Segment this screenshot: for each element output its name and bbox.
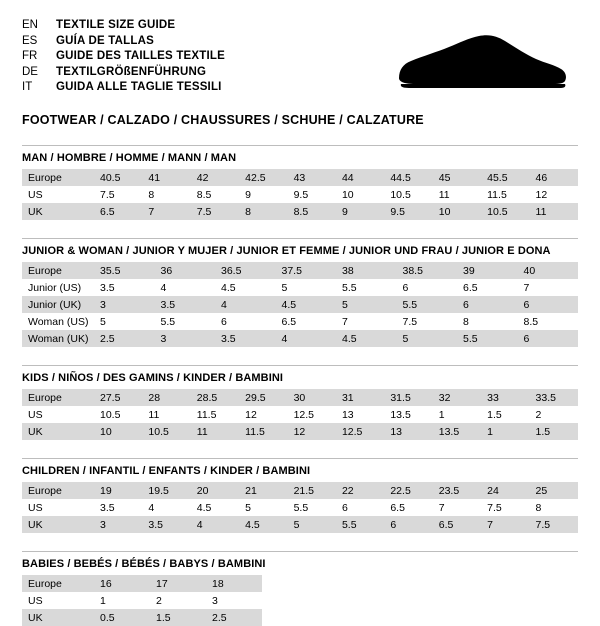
size-cell: 11 xyxy=(142,406,190,423)
size-cell: 6 xyxy=(215,313,276,330)
size-cell: 11 xyxy=(191,423,239,440)
section-title: CHILDREN / INFANTIL / ENFANTS / KINDER / BAMBINI xyxy=(22,465,311,477)
section-divider xyxy=(22,458,578,459)
size-cell: 13 xyxy=(336,406,384,423)
table-row xyxy=(22,406,578,423)
size-cell: 1 xyxy=(94,592,150,609)
size-cell: 3 xyxy=(206,592,262,609)
size-cell: 17 xyxy=(150,575,206,592)
size-cell: 33 xyxy=(481,389,529,406)
size-cell: 37.5 xyxy=(276,262,337,279)
language-code: IT xyxy=(22,81,33,93)
row-label: Europe xyxy=(22,575,94,592)
size-cell: 6 xyxy=(518,296,579,313)
size-cell: 21 xyxy=(239,482,287,499)
size-cell: 23.5 xyxy=(433,482,481,499)
size-cell: 20 xyxy=(191,482,239,499)
size-cell: 22 xyxy=(336,482,384,499)
size-cell: 4 xyxy=(142,499,190,516)
size-cell: 43 xyxy=(288,169,336,186)
language-guide-title: GUIDE DES TAILLES TEXTILE xyxy=(56,50,225,62)
size-cell: 3.5 xyxy=(215,330,276,347)
size-cell: 5 xyxy=(288,516,336,533)
size-cell: 11 xyxy=(530,203,578,220)
size-cell: 7.5 xyxy=(397,313,458,330)
size-cell: 12 xyxy=(530,186,578,203)
size-table xyxy=(22,575,262,626)
size-cell: 38 xyxy=(336,262,397,279)
table-row xyxy=(22,482,578,499)
size-cell: 7 xyxy=(142,203,190,220)
size-section xyxy=(22,458,578,533)
size-cell: 4 xyxy=(276,330,337,347)
size-cell: 16 xyxy=(94,575,150,592)
row-label: Europe xyxy=(22,482,94,499)
size-cell: 3.5 xyxy=(94,279,155,296)
size-cell: 22.5 xyxy=(384,482,432,499)
size-cell: 31.5 xyxy=(384,389,432,406)
size-cell: 9.5 xyxy=(288,186,336,203)
size-cell: 3.5 xyxy=(94,499,142,516)
size-cell: 4.5 xyxy=(336,330,397,347)
size-cell: 4.5 xyxy=(239,516,287,533)
size-cell: 6 xyxy=(518,330,579,347)
table-row xyxy=(22,516,578,533)
size-cell: 10 xyxy=(433,203,481,220)
size-cell: 5 xyxy=(276,279,337,296)
language-guide-title: TEXTILGRÖßENFÜHRUNG xyxy=(56,65,207,78)
size-cell: 3 xyxy=(94,296,155,313)
size-cell: 9.5 xyxy=(384,203,432,220)
size-cell: 3 xyxy=(94,516,142,533)
section-divider xyxy=(22,145,578,146)
section-divider xyxy=(22,238,578,239)
size-cell: 40 xyxy=(518,262,579,279)
size-cell: 38.5 xyxy=(397,262,458,279)
row-label: UK xyxy=(22,609,94,626)
size-cell: 7.5 xyxy=(481,499,529,516)
size-cell: 4.5 xyxy=(215,279,276,296)
size-cell: 5 xyxy=(397,330,458,347)
size-cell: 12 xyxy=(239,406,287,423)
table-row xyxy=(22,296,578,313)
size-cell: 6.5 xyxy=(384,499,432,516)
size-cell: 12.5 xyxy=(288,406,336,423)
size-cell: 2 xyxy=(530,406,578,423)
size-cell: 9 xyxy=(336,203,384,220)
table-row xyxy=(22,499,578,516)
table-row xyxy=(22,203,578,220)
size-table xyxy=(22,262,578,347)
size-cell: 25 xyxy=(530,482,578,499)
row-label: US xyxy=(22,499,94,516)
size-cell: 13.5 xyxy=(384,406,432,423)
size-cell: 4 xyxy=(191,516,239,533)
size-cell: 10 xyxy=(94,423,142,440)
size-cell: 36.5 xyxy=(215,262,276,279)
size-cell: 10.5 xyxy=(142,423,190,440)
size-cell: 5.5 xyxy=(397,296,458,313)
size-cell: 46 xyxy=(530,169,578,186)
size-cell: 5 xyxy=(94,313,155,330)
table-row xyxy=(22,169,578,186)
size-cell: 21.5 xyxy=(288,482,336,499)
section-divider xyxy=(22,365,578,366)
size-cell: 6 xyxy=(457,296,518,313)
size-cell: 1 xyxy=(481,423,529,440)
size-cell: 11 xyxy=(433,186,481,203)
dress-shoe-icon xyxy=(393,32,568,97)
size-cell: 5 xyxy=(336,296,397,313)
size-cell: 9 xyxy=(239,186,287,203)
language-title-row xyxy=(22,18,225,34)
size-cell: 7 xyxy=(518,279,579,296)
size-cell: 45 xyxy=(433,169,481,186)
size-cell: 11.5 xyxy=(481,186,529,203)
language-guide-title: GUIDA ALLE TAGLIE TESSILI xyxy=(56,81,222,93)
size-cell: 8 xyxy=(457,313,518,330)
size-cell: 7.5 xyxy=(94,186,142,203)
table-row xyxy=(22,186,578,203)
language-title-row xyxy=(22,80,225,96)
size-cell: 41 xyxy=(142,169,190,186)
size-cell: 12.5 xyxy=(336,423,384,440)
size-cell: 8.5 xyxy=(518,313,579,330)
size-cell: 4 xyxy=(155,279,216,296)
size-cell: 1.5 xyxy=(530,423,578,440)
section-divider xyxy=(22,551,578,552)
table-row xyxy=(22,575,262,592)
size-tables xyxy=(22,145,578,626)
size-cell: 8 xyxy=(530,499,578,516)
size-cell: 7 xyxy=(433,499,481,516)
size-cell: 4.5 xyxy=(276,296,337,313)
size-section xyxy=(22,238,578,347)
language-code: EN xyxy=(22,19,38,31)
size-cell: 5.5 xyxy=(457,330,518,347)
row-label: Europe xyxy=(22,389,94,406)
section-title: BABIES / BEBÉS / BÉBÉS / BABYS / BAMBINI xyxy=(22,558,266,570)
size-cell: 44 xyxy=(336,169,384,186)
size-cell: 19.5 xyxy=(142,482,190,499)
table-row xyxy=(22,262,578,279)
size-cell: 6 xyxy=(384,516,432,533)
size-cell: 27.5 xyxy=(94,389,142,406)
size-cell: 31 xyxy=(336,389,384,406)
size-cell: 5 xyxy=(239,499,287,516)
size-cell: 24 xyxy=(481,482,529,499)
size-cell: 30 xyxy=(288,389,336,406)
size-cell: 1.5 xyxy=(150,609,206,626)
size-cell: 8 xyxy=(239,203,287,220)
size-cell: 11.5 xyxy=(239,423,287,440)
table-row xyxy=(22,389,578,406)
row-label: UK xyxy=(22,423,94,440)
size-cell: 2.5 xyxy=(206,609,262,626)
size-cell: 5.5 xyxy=(336,279,397,296)
table-row xyxy=(22,279,578,296)
size-cell: 40.5 xyxy=(94,169,142,186)
size-cell: 6 xyxy=(336,499,384,516)
size-cell: 4 xyxy=(215,296,276,313)
size-cell: 1 xyxy=(433,406,481,423)
size-cell: 33.5 xyxy=(530,389,578,406)
category-title: FOOTWEAR / CALZADO / CHAUSSURES / SCHUHE / CALZATURE xyxy=(22,113,424,127)
size-cell: 10.5 xyxy=(384,186,432,203)
table-row xyxy=(22,313,578,330)
document-header xyxy=(22,18,578,97)
size-cell: 7 xyxy=(481,516,529,533)
size-cell: 29.5 xyxy=(239,389,287,406)
language-guide-title: TEXTILE SIZE GUIDE xyxy=(56,19,176,31)
row-label: UK xyxy=(22,203,94,220)
size-cell: 4.5 xyxy=(191,499,239,516)
size-cell: 28.5 xyxy=(191,389,239,406)
language-title-row xyxy=(22,49,225,65)
size-cell: 28 xyxy=(142,389,190,406)
size-table xyxy=(22,389,578,440)
size-cell: 8.5 xyxy=(191,186,239,203)
row-label: Woman (US) xyxy=(22,313,94,330)
size-cell: 8.5 xyxy=(288,203,336,220)
table-row xyxy=(22,592,262,609)
section-title: JUNIOR & WOMAN / JUNIOR Y MUJER / JUNIOR ET FEMME / JUNIOR UND FRAU / JUNIOR E DONA xyxy=(22,245,551,257)
row-label: Woman (UK) xyxy=(22,330,94,347)
language-code: ES xyxy=(22,34,38,47)
size-table xyxy=(22,482,578,533)
size-cell: 18 xyxy=(206,575,262,592)
size-cell: 35.5 xyxy=(94,262,155,279)
table-row xyxy=(22,609,262,626)
size-cell: 11.5 xyxy=(191,406,239,423)
size-cell: 3.5 xyxy=(155,296,216,313)
size-section xyxy=(22,145,578,220)
row-label: Europe xyxy=(22,262,94,279)
size-cell: 8 xyxy=(142,186,190,203)
size-cell: 32 xyxy=(433,389,481,406)
row-label: UK xyxy=(22,516,94,533)
size-table xyxy=(22,169,578,220)
language-code: DE xyxy=(22,65,38,78)
row-label: US xyxy=(22,406,94,423)
row-label: Junior (UK) xyxy=(22,296,94,313)
size-cell: 36 xyxy=(155,262,216,279)
row-label: Europe xyxy=(22,169,94,186)
size-cell: 6.5 xyxy=(433,516,481,533)
size-cell: 13 xyxy=(384,423,432,440)
size-cell: 42 xyxy=(191,169,239,186)
size-cell: 6 xyxy=(397,279,458,296)
size-cell: 10.5 xyxy=(481,203,529,220)
size-cell: 6.5 xyxy=(276,313,337,330)
size-section xyxy=(22,365,578,440)
table-row xyxy=(22,423,578,440)
table-row xyxy=(22,330,578,347)
size-cell: 5.5 xyxy=(155,313,216,330)
size-cell: 1.5 xyxy=(481,406,529,423)
size-cell: 6.5 xyxy=(94,203,142,220)
section-title: MAN / HOMBRE / HOMME / MANN / MAN xyxy=(22,152,237,164)
size-cell: 6.5 xyxy=(457,279,518,296)
size-cell: 7.5 xyxy=(191,203,239,220)
language-guide-title: GUÍA DE TALLAS xyxy=(56,34,154,47)
size-cell: 0.5 xyxy=(94,609,150,626)
row-label: US xyxy=(22,592,94,609)
language-title-row xyxy=(22,34,225,50)
size-cell: 5.5 xyxy=(336,516,384,533)
size-cell: 2.5 xyxy=(94,330,155,347)
size-cell: 13.5 xyxy=(433,423,481,440)
language-code: FR xyxy=(22,50,38,62)
size-cell: 3.5 xyxy=(142,516,190,533)
row-label: US xyxy=(22,186,94,203)
size-cell: 45.5 xyxy=(481,169,529,186)
size-cell: 39 xyxy=(457,262,518,279)
language-title-row xyxy=(22,65,225,81)
size-cell: 10.5 xyxy=(94,406,142,423)
size-section xyxy=(22,551,578,626)
size-cell: 7.5 xyxy=(530,516,578,533)
section-title: KIDS / NIÑOS / DES GAMINS / KINDER / BAMBINI xyxy=(22,372,284,384)
language-title-list xyxy=(22,18,225,96)
row-label: Junior (US) xyxy=(22,279,94,296)
size-cell: 7 xyxy=(336,313,397,330)
size-cell: 44.5 xyxy=(384,169,432,186)
size-cell: 10 xyxy=(336,186,384,203)
size-cell: 42.5 xyxy=(239,169,287,186)
size-cell: 12 xyxy=(288,423,336,440)
size-cell: 3 xyxy=(155,330,216,347)
size-cell: 5.5 xyxy=(288,499,336,516)
size-cell: 19 xyxy=(94,482,142,499)
size-cell: 2 xyxy=(150,592,206,609)
